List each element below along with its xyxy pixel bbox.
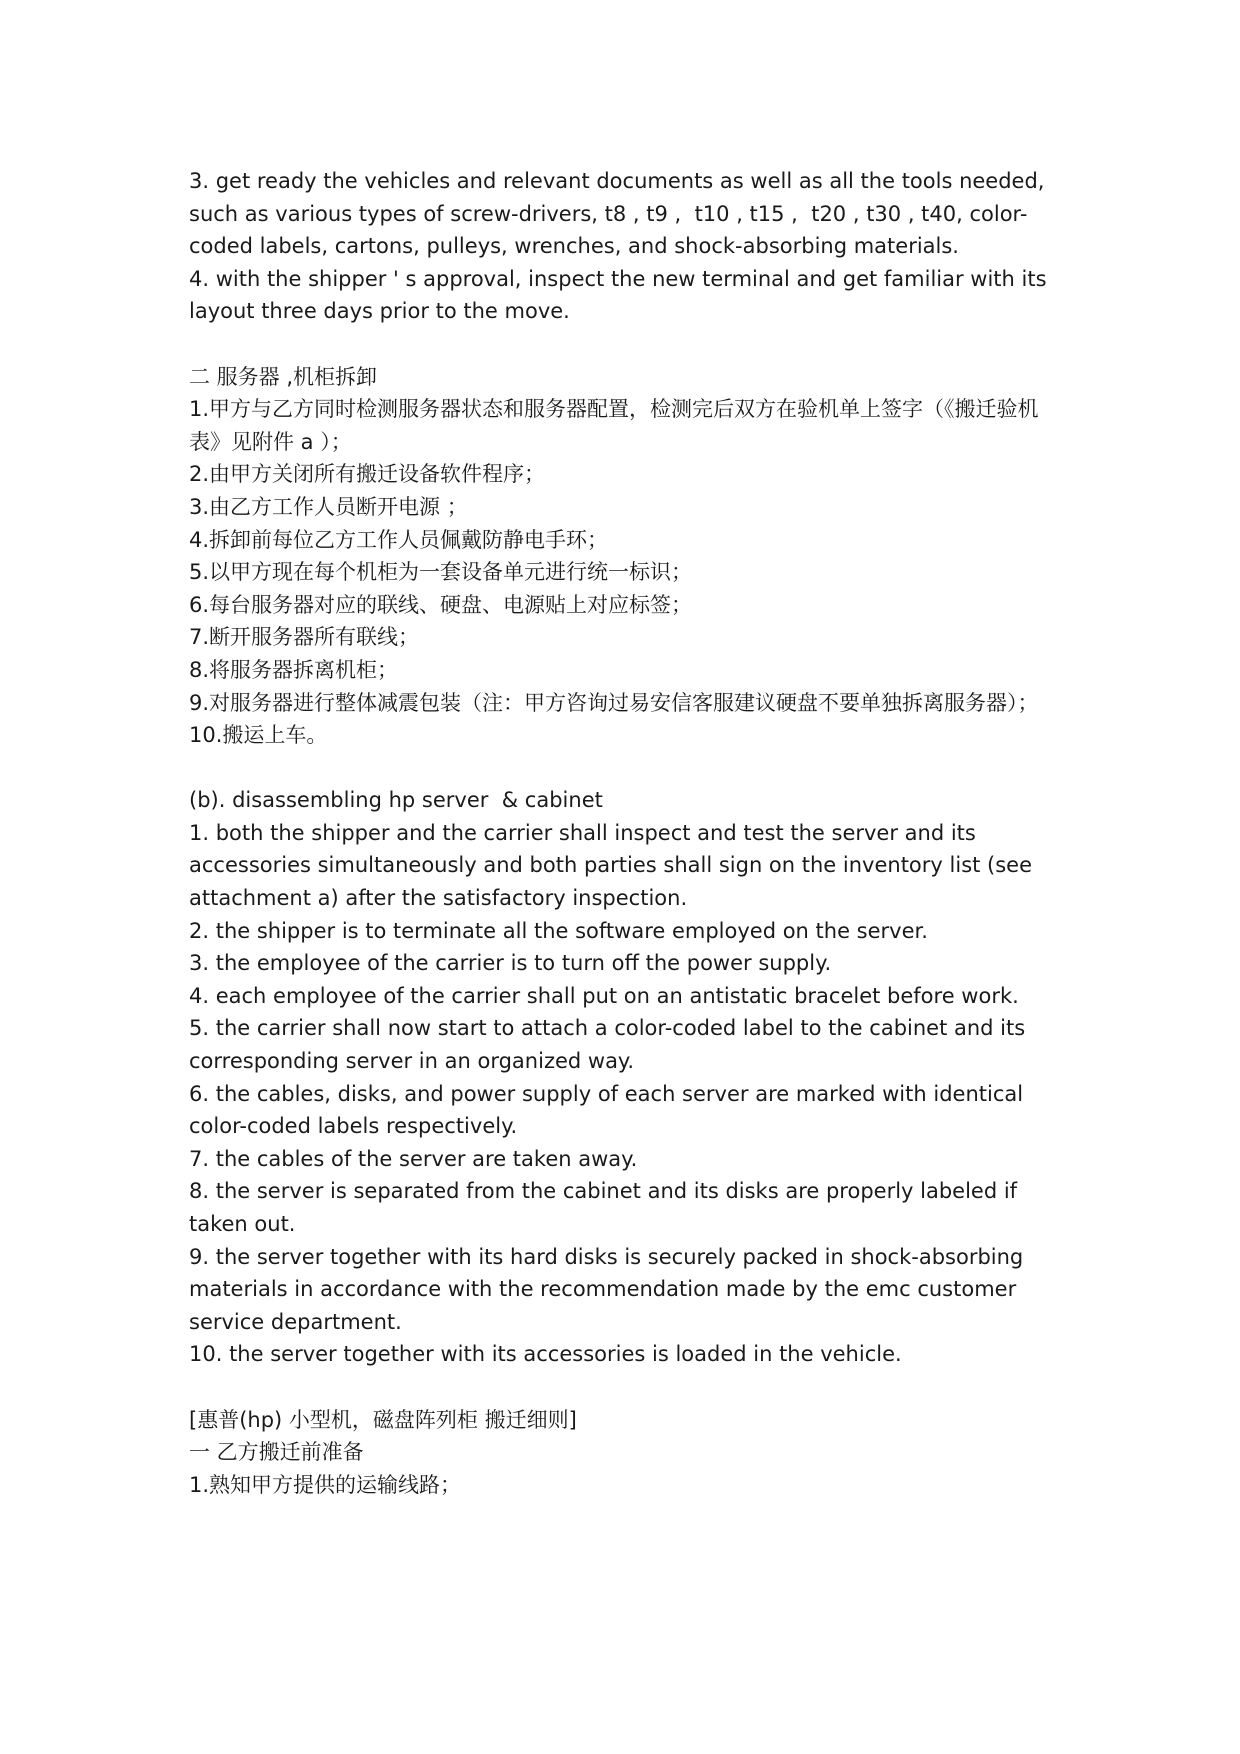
cn-item-4: 4.拆卸前每位乙方工作人员佩戴防静电手环； — [189, 527, 609, 552]
cn-item-5: 5.以甲方现在每个机柜为一套设备单元进行统一标识； — [189, 560, 693, 585]
cn-item-1: 1.甲方与乙方同时检测服务器状态和服务器配置，检测完后双方在验机单上签字（《搬迁验机表》见附件 a ）； — [189, 397, 1039, 454]
cn-item-6: 6.每台服务器对应的联线、硬盘、电源贴上对应标签； — [189, 592, 693, 617]
en-item-10: 10. the server together with its accessories is loaded in the vehicle. — [189, 1342, 902, 1367]
cn-item-7: 7.断开服务器所有联线； — [189, 625, 420, 650]
spacer — [189, 752, 1069, 785]
cn-section-heading: 二 服务器 ,机柜拆卸 — [189, 364, 378, 389]
en-item-4: 4. each employee of the carrier shall put on an antistatic bracelet before work. — [189, 983, 1019, 1008]
en-item-2: 2. the shipper is to terminate all the software employed on the server. — [189, 918, 928, 943]
prep-item-4: 4. with the shipper ' s approval, inspect the new terminal and get familiar with its layout three days prior to the move. — [189, 266, 1054, 324]
en-item-9: 9. the server together with its hard disks is securely packed in shock-absorbing materials in accordance with the recommendation made by the emc customer service department. — [189, 1244, 1030, 1334]
en-item-3: 3. the employee of the carrier is to turn off the power supply. — [189, 951, 832, 976]
en-item-7: 7. the cables of the server are taken away. — [189, 1146, 638, 1171]
en-item-8: 8. the server is separated from the cabinet and its disks are properly labeled if taken out. — [189, 1179, 1024, 1236]
cn-item-10: 10.搬运上车。 — [189, 723, 328, 748]
en-section-heading: (b). disassembling hp server & cabinet — [189, 788, 603, 813]
en-item-1: 1. both the shipper and the carrier shall inspect and test the server and its accessories simultaneously and both parties shall sign on the inventory list (see attachment a) after the satisfactory inspection. — [189, 820, 1039, 911]
cn-item-2: 2.由甲方关闭所有搬迁设备软件程序； — [189, 462, 546, 487]
hp-section-subheading: 一 乙方搬迁前准备 — [189, 1440, 364, 1465]
cn-item-9: 9.对服务器进行整体减震包装（注：甲方咨询过易安信客服建议硬盘不要单独拆离服务器）； — [189, 690, 1039, 715]
cn-item-3: 3.由乙方工作人员断开电源 ； — [189, 494, 468, 519]
spacer — [189, 328, 1069, 361]
spacer — [189, 1371, 1069, 1404]
en-item-5: 5. the carrier shall now start to attach a color-coded label to the cabinet and its corresponding server in an organized way. — [189, 1016, 1032, 1074]
prep-item-3: 3. get ready the vehicles and relevant documents as well as all the tools needed, such as various types of screw-drivers, t8 , t9 , t10 , t15 , t20 , t30 , t40, color-coded labels, cartons, pulleys, wrenches, and shock-absorbing materials. — [189, 169, 1052, 259]
en-item-6: 6. the cables, disks, and power supply of each server are marked with identical color-coded labels respectively. — [189, 1081, 1030, 1139]
cn-item-8: 8.将服务器拆离机柜； — [189, 657, 399, 682]
document-page — [189, 165, 1069, 1501]
hp-section-title: [惠普(hp) 小型机，磁盘阵列柜 搬迁细则] — [189, 1407, 577, 1432]
hp-item-1: 1.熟知甲方提供的运输线路； — [189, 1472, 462, 1497]
